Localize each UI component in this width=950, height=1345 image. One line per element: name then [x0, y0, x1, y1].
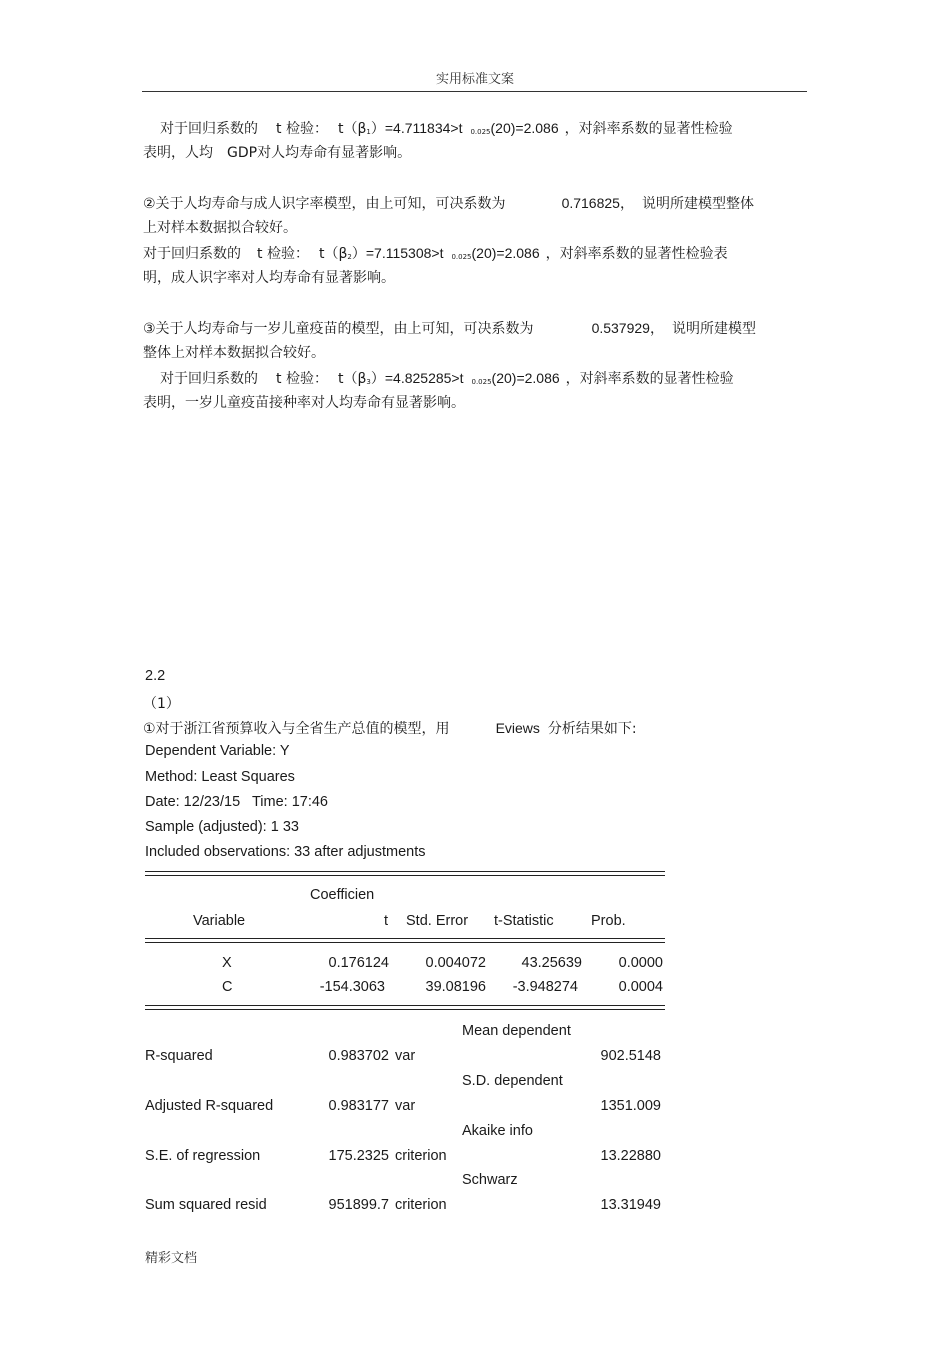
- row-std-error: 39.08196: [425, 979, 486, 995]
- paragraph-2-line-1: [143, 191, 754, 217]
- stat-right-label-bottom: var: [395, 1098, 416, 1114]
- page-header-title: 实用标准文案: [435, 72, 514, 87]
- stat-right-label-top: Schwarz: [462, 1172, 518, 1188]
- row-std-error: 0.004072: [425, 955, 486, 971]
- text-span: ，: [545, 246, 560, 262]
- stat-right-label-top: Akaike info: [462, 1123, 533, 1139]
- text-span: ①对于浙江省预算收入与全省生产总值的模型，用: [143, 721, 450, 737]
- text-span: 对斜率系数的显著性检验: [579, 371, 734, 387]
- header-coefficient: Coefficien: [310, 887, 375, 903]
- row-variable: X: [222, 955, 232, 971]
- header-divider: [142, 91, 807, 92]
- text-span: ）=4.711834>t: [370, 120, 463, 136]
- text-span: Eviews: [495, 720, 540, 736]
- page-footer-text: 精彩文档: [145, 1251, 198, 1266]
- text-span: ③关于人均寿命与一岁儿童疫苗的模型，由上可知，可决系数为: [143, 321, 534, 337]
- paragraph-3-line-2: 整体上对样本数据拟合较好。: [143, 345, 325, 361]
- row-variable: C: [222, 979, 233, 995]
- subscript: 2: [347, 253, 352, 261]
- stat-right-value: 902.5148: [600, 1048, 661, 1064]
- text-span: 0.537929，: [591, 320, 664, 336]
- stats-row: [0, 1172, 950, 1222]
- text-span: 表明，人均: [143, 145, 213, 161]
- header-t-statistic: t-Statistic: [494, 913, 554, 929]
- stat-right-label-top: S.D. dependent: [462, 1073, 563, 1089]
- stat-right-value: 13.31949: [600, 1197, 661, 1213]
- stat-left-label: Adjusted R-squared: [145, 1098, 274, 1114]
- stat-left-value: 0.983177: [328, 1098, 389, 1114]
- text-span: 对于回归系数的: [160, 371, 258, 387]
- text-span: ②关于人均寿命与成人识字率模型，由上可知，可决系数为: [143, 196, 506, 212]
- date-time: Date: 12/23/15 Time: 17:46: [145, 794, 328, 810]
- text-span: (20)=2.086: [491, 370, 560, 386]
- text-span: 0.716825，: [561, 195, 634, 211]
- text-span: (20)=2.086: [490, 120, 559, 136]
- text-span: 说明所建模型整体: [641, 196, 754, 212]
- text-span: t 检验：: [276, 371, 328, 387]
- stat-right-label-bottom: var: [395, 1048, 416, 1064]
- row-coefficient: -154.3063: [319, 979, 385, 995]
- text-span: ）=7.115308>t: [351, 245, 444, 261]
- table-top-rule: [145, 871, 665, 876]
- paragraph-1-line-2: [143, 141, 411, 166]
- subscript: 1: [366, 128, 371, 136]
- paragraph-3-line-4: 表明，一岁儿童疫苗接种率对人均寿命有显著影响。: [143, 395, 465, 411]
- text-span: t 检验：: [276, 121, 328, 137]
- paragraph-2-line-2: 上对样本数据拟合较好。: [143, 220, 297, 236]
- stat-left-value: 951899.7: [328, 1197, 389, 1213]
- paragraph-3-line-1: [143, 316, 756, 342]
- text-span: t（β: [318, 246, 348, 262]
- subscript: 0.025: [470, 128, 491, 136]
- text-span: 对于回归系数的: [143, 246, 241, 262]
- section-subnumber: （1）: [143, 696, 180, 712]
- paragraph-2-line-4: 明，成人识字率对人均寿命有显著影响。: [143, 270, 395, 286]
- stat-left-label: Sum squared resid: [145, 1197, 267, 1213]
- row-t-statistic: -3.948274: [512, 979, 578, 995]
- text-span: GDP对人均寿命有显著影响。: [227, 145, 412, 161]
- stats-row: [0, 1023, 950, 1073]
- text-span: ，: [565, 371, 580, 387]
- table-row: [0, 979, 950, 1003]
- text-span: t（β: [337, 121, 367, 137]
- stat-left-value: 175.2325: [328, 1148, 389, 1164]
- section-number: 2.2: [145, 668, 166, 684]
- text-span: 对斜率系数的显著性检验表: [559, 246, 728, 262]
- table-row: [0, 955, 950, 979]
- header-std-error: Std. Error: [406, 913, 469, 929]
- subscript: 0.025: [451, 253, 472, 261]
- text-span: 分析结果如下:: [547, 721, 637, 737]
- header-coefficient-tail: t: [384, 913, 389, 929]
- stats-row: [0, 1073, 950, 1123]
- header-variable: Variable: [193, 913, 246, 929]
- stat-right-value: 13.22880: [600, 1148, 661, 1164]
- text-span: 对于回归系数的: [160, 121, 258, 137]
- text-span: t（β: [337, 371, 367, 387]
- text-span: ）=4.825285>t: [370, 370, 464, 386]
- header-prob: Prob.: [591, 913, 626, 929]
- sample: Sample (adjusted): 1 33: [145, 819, 299, 835]
- stat-left-label: R-squared: [145, 1048, 213, 1064]
- section-intro: [143, 718, 637, 738]
- stats-row: [0, 1123, 950, 1173]
- table-header-rule: [145, 938, 665, 943]
- stat-left-value: 0.983702: [328, 1048, 389, 1064]
- included-observations: Included observations: 33 after adjustments: [145, 844, 426, 860]
- stat-right-label-top: Mean dependent: [462, 1023, 571, 1039]
- text-span: 说明所建模型: [671, 321, 756, 337]
- row-prob: 0.0004: [618, 979, 663, 995]
- stat-left-label: S.E. of regression: [145, 1148, 261, 1164]
- row-t-statistic: 43.25639: [521, 955, 582, 971]
- method: Method: Least Squares: [145, 769, 295, 785]
- row-coefficient: 0.176124: [328, 955, 389, 971]
- stat-right-label-bottom: criterion: [395, 1148, 447, 1164]
- stat-right-label-bottom: criterion: [395, 1197, 447, 1213]
- table-bottom-rule: [145, 1005, 665, 1010]
- stat-right-value: 1351.009: [600, 1098, 661, 1114]
- subscript: 0.025: [471, 378, 492, 386]
- text-span: ，: [564, 121, 579, 137]
- text-span: t 检验：: [257, 246, 309, 262]
- subscript: 3: [366, 378, 371, 386]
- text-span: 对斜率系数的显著性检验: [578, 121, 733, 137]
- text-span: (20)=2.086: [471, 245, 540, 261]
- row-prob: 0.0000: [618, 955, 663, 971]
- dependent-variable: Dependent Variable: Y: [145, 743, 290, 759]
